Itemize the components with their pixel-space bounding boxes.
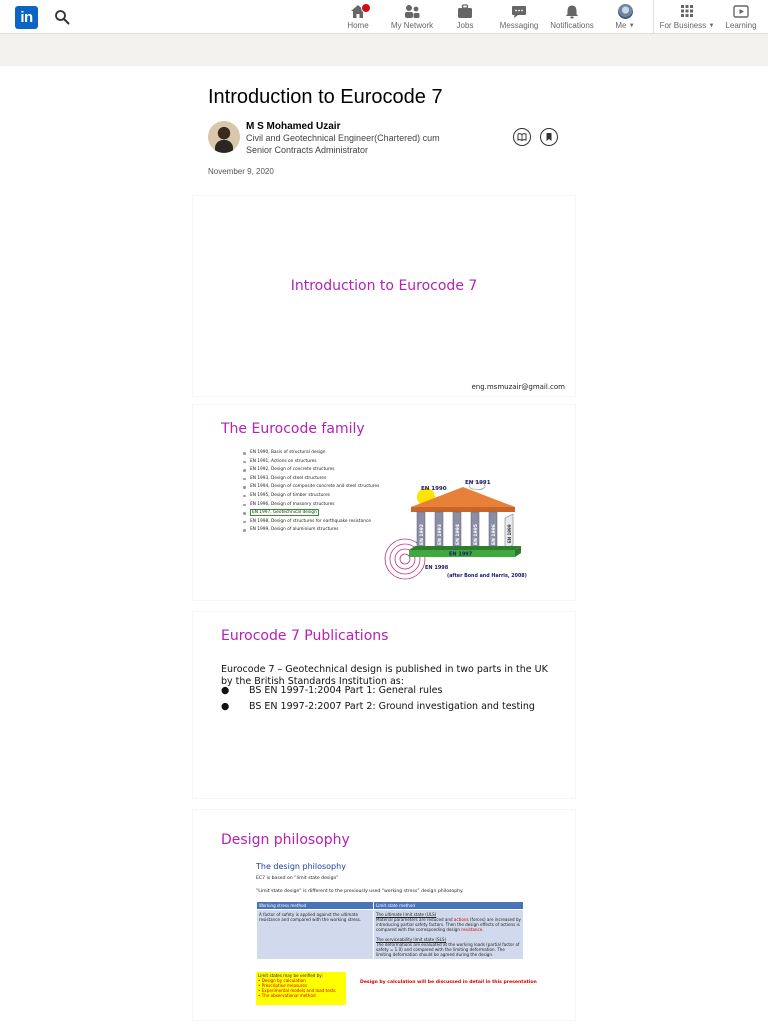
slide-4 [193,810,575,1020]
author-avatar[interactable] [208,121,240,153]
list-item: EN 1994, Design of composite concrete and steel structures [243,483,379,492]
list-item: EN 1995, Design of timber structures [243,492,379,501]
comparison-table [256,901,524,960]
diagram-label-en1998: EN 1998 [425,565,449,571]
publish-date: November 9, 2020 [208,167,274,176]
eurocode-list [243,449,379,535]
nav-learning[interactable] [724,3,758,31]
nav-home-label: Home [347,21,369,30]
list-item: EN 1991, Actions on structures [243,458,379,467]
bookmark-icon [544,132,554,142]
diagram-label-en1994: EN 1994 [456,524,461,545]
list-item: EN 1998, Design of structures for earthquake resistance [243,518,379,527]
eurocode-temple-diagram [381,473,531,583]
search-icon[interactable] [54,9,70,25]
my-network-icon [403,4,421,19]
nav-messaging-label: Messaging [499,21,539,30]
nav-me[interactable] [611,3,639,31]
read-button[interactable] [513,128,531,146]
nav-home[interactable] [342,3,374,31]
slide-3 [193,612,575,798]
diagram-label-en1992: EN 1992 [420,524,425,545]
diagram-label-en1990: EN 1990 [421,486,447,492]
home-notification-badge [361,3,371,13]
list-item: ● BS EN 1997-2:2007 Part 2: Ground investigation and testing [221,701,535,712]
list-item: ● BS EN 1997-1:2004 Part 1: General rules [221,685,443,696]
table-header: Limit state method [374,902,524,910]
slide-title: Eurocode 7 Publications [221,628,389,644]
list-item: EN 1993, Design of steel structures [243,475,379,484]
diagram-label-en1997: EN 1997 [449,551,473,558]
slide-title: The Eurocode family [221,421,365,437]
author-name[interactable]: M S Mohamed Uzair [246,121,341,132]
diagram-label-en1996: EN 1996 [492,524,497,545]
article-title: Introduction to Eurocode 7 [208,86,443,108]
slide-1 [193,196,575,396]
jobs-icon [457,4,473,19]
nav-divider [653,0,654,33]
chevron-down-icon: ▼ [708,23,715,29]
list-item: EN 1992, Design of concrete structures [243,466,379,475]
diagram-label-en1995: EN 1995 [474,524,479,545]
notifications-icon [564,4,580,19]
nav-learning-label: Learning [725,21,757,30]
diagram-label-en1991: EN 1991 [465,480,491,486]
list-item-highlighted: EN 1997, Geotechnical design [243,509,379,518]
nav-my-network-label: My Network [390,21,434,30]
body-text: “Limit state design” is different to the previously used “working stress” design philosophy. [256,889,464,894]
me-avatar [618,4,633,19]
table-cell: A factor of safety is applied against the ultimate resistance and compared with the working stress. [257,910,374,960]
author-email: eng.msmuzair@gmail.com [471,383,565,391]
read-icon [517,132,527,142]
slide-title: Introduction to Eurocode 7 [290,278,478,294]
list-item: EN 1996, Design of masonry structures [243,501,379,510]
nav-for-business-label: For Business [659,21,707,30]
list-item: EN 1990, Basis of structural design [243,449,379,458]
bullet-glyph: ● [221,701,230,712]
chevron-down-icon: ▼ [628,23,635,29]
top-nav [0,0,768,34]
publications-paragraph: Eurocode 7 – Geotechnical design is published in two parts in the UK by the British Standards Institution as: [221,664,548,687]
nav-me-label: Me [615,21,627,30]
grid-icon [680,4,694,19]
table-header: Working stress method [257,902,374,910]
table-cell: The ultimate limit state (ULS) Material parameters are reduced and actions (forces) are increased by introducing partial safety factors. Then the design effects of actions is compared with the corresponding design resistance. The serviceability limit state (SLS) The deformations are evaluated at the working loads (partial factor of safety = 1.0) and compared with the limiting deformation. The limiting deformation should be agreed during the design. [374,910,524,960]
gray-band [0,34,768,66]
diagram-label-en1993: EN 1993 [438,524,443,545]
list-item: EN 1999, Design of aluminium structures [243,526,379,535]
calculation-note: Design by calculation will be discussed in detail in this presentation [360,980,537,985]
slide-title: Design philosophy [221,832,350,848]
slide-2 [193,405,575,600]
slide-subtitle: The design philosophy [256,862,346,871]
bullet-glyph: ● [221,685,230,696]
author-headline: Civil and Geotechnical Engineer(Chartered) cum Senior Contracts Administrator [246,133,440,155]
diagram-credit: (after Bond and Harris, 2008) [447,574,527,579]
body-text: EC7 is based on “limit state design” [256,876,339,881]
verification-box: Limit states may be verified by: • Design by calculation • Prescriptive measures • Experimental models and load tests • The observational method [256,972,346,1005]
nav-for-business[interactable] [658,3,716,31]
nav-my-network[interactable] [386,3,438,31]
nav-notifications-label: Notifications [550,21,594,30]
learning-icon [733,4,749,19]
nav-notifications[interactable] [548,3,596,31]
nav-messaging[interactable] [498,3,540,31]
nav-jobs[interactable] [453,3,477,31]
messaging-icon [511,4,527,19]
linkedin-logo[interactable]: in [15,6,38,29]
nav-jobs-label: Jobs [456,21,474,30]
save-button[interactable] [540,128,558,146]
diagram-label-en1999: EN 1999 [507,524,512,543]
